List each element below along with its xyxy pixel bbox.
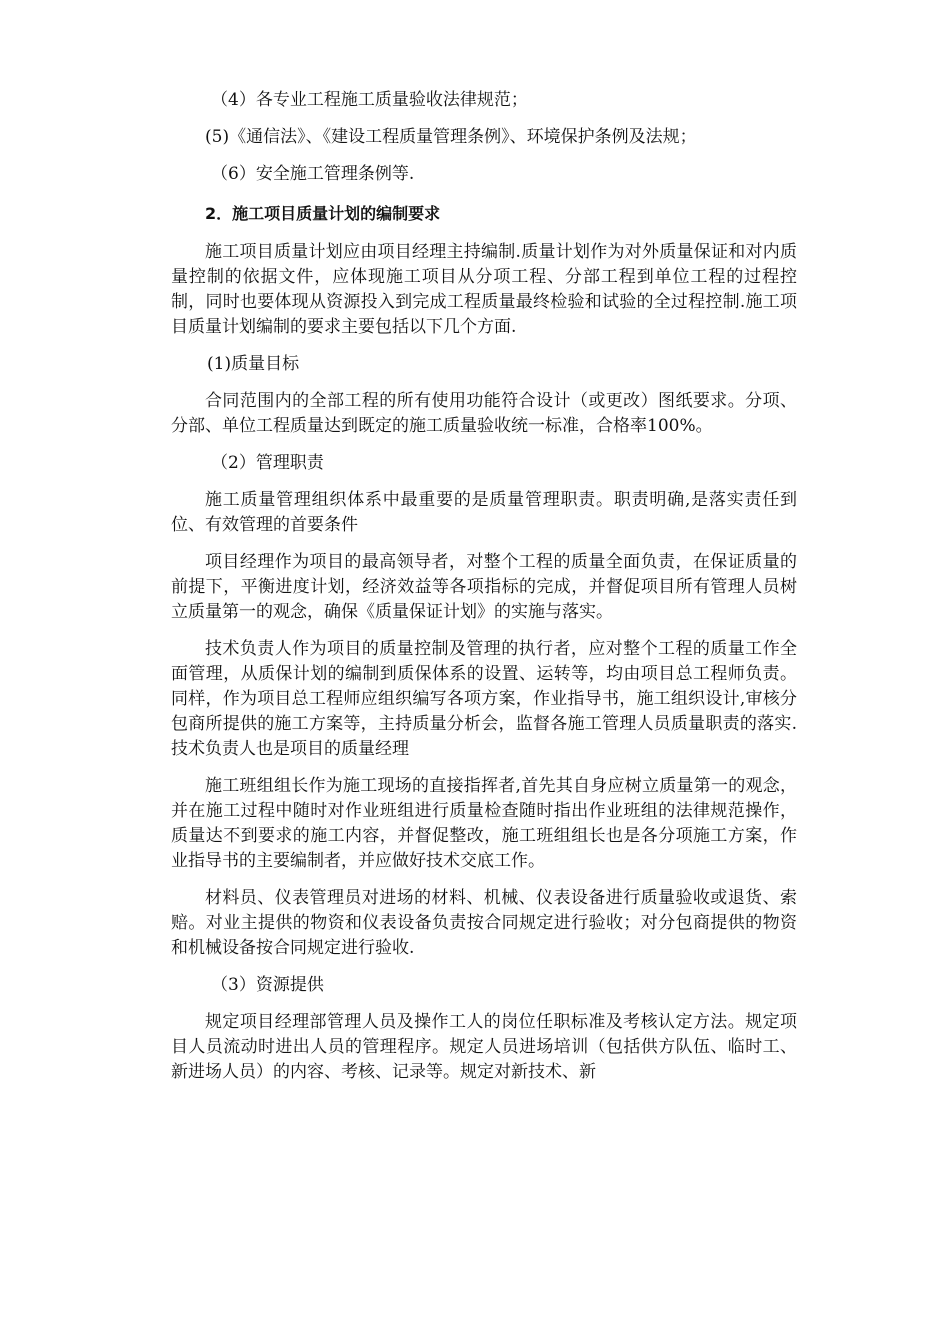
management-paragraph: 技术负责人作为项目的质量控制及管理的执行者，应对整个工程的质量工作全面管理，从质保计划的编制到质保体系的设置、运转等，均由项目总工程师负责。同样，作为项目总工程师应组织编写各项方案，作业指导书，施工组织设计,审核分包商所提供的施工方案等，主持质量分析会，监督各施工管理人员质量职责的落实.技术负责人也是项目的质量经理 (171, 639, 797, 759)
spacer (171, 476, 797, 488)
quality-goal-paragraph: 合同范围内的全部工程的所有使用功能符合设计（或更改）图纸要求。分项、分部、单位工程质量达到既定的施工质量验收统一标准，合格率100%。 (171, 391, 797, 436)
intro-paragraph: 施工项目质量计划应由项目经理主持编制.质量计划作为对外质量保证和对内质量控制的依据文件，应体现施工项目从分项工程、分部工程到单位工程的过程控制，同时也要体现从资源投入到完成工程质量最终检验和试验的全过程控制.施工项目质量计划编制的要求主要包括以下几个方面. (171, 242, 797, 337)
spacer (171, 150, 797, 162)
spacer (171, 439, 797, 451)
management-paragraph: 材料员、仪表管理员对进场的材料、机械、仪表设备进行质量验收或退货、索赔。对业主提供的物资和仪表设备负责按合同规定进行验收；对分包商提供的物资和机械设备按合同规定进行验收. (171, 888, 797, 958)
list-item: （6）安全施工管理条例等. (211, 164, 415, 184)
spacer (171, 961, 797, 973)
management-paragraph: 施工班组组长作为施工现场的直接指挥者,首先其自身应树立质量第一的观念，并在施工过程中随时对作业班组进行质量检查随时指出作业班组的法律规范操作，质量达不到要求的施工内容，并督促整改，施工班组组长也是各分项施工方案，作业指导书的主要编制者，并应做好技术交底工作。 (171, 776, 797, 871)
spacer (171, 113, 797, 125)
subsection-title-quality-goal: (1)质量目标 (207, 354, 300, 374)
subsection-title-resources: （3）资源提供 (211, 975, 324, 995)
management-paragraph: 项目经理作为项目的最高领导者，对整个工程的质量全面负责，在保证质量的前提下，平衡进度计划，经济效益等各项指标的完成，并督促项目所有管理人员树立质量第一的观念，确保《质量保证计划》的实施与落实。 (171, 552, 797, 622)
list-item: (5)《通信法》、《建设工程质量管理条例》、环境保护条例及法规； (205, 127, 697, 147)
subsection-title-management-duties: （2）管理职责 (211, 453, 324, 473)
document-body (171, 88, 797, 1085)
spacer (171, 998, 797, 1010)
spacer (171, 340, 797, 352)
management-paragraph: 施工质量管理组织体系中最重要的是质量管理职责。职责明确,是落实责任到位、有效管理的首要条件 (171, 490, 797, 535)
spacer (171, 762, 797, 774)
list-item: （4）各专业工程施工质量验收法律规范； (211, 90, 528, 110)
spacer (171, 874, 797, 886)
spacer (171, 538, 797, 550)
spacer (171, 226, 797, 240)
spacer (171, 187, 797, 201)
section-heading: 2．施工项目质量计划的编制要求 (205, 204, 441, 223)
spacer (171, 625, 797, 637)
resources-paragraph: 规定项目经理部管理人员及操作工人的岗位任职标准及考核认定方法。规定项目人员流动时进出人员的管理程序。规定人员进场培训（包括供方队伍、临时工、新进场人员）的内容、考核、记录等。规定对新技术、新 (171, 1012, 797, 1082)
spacer (171, 377, 797, 389)
